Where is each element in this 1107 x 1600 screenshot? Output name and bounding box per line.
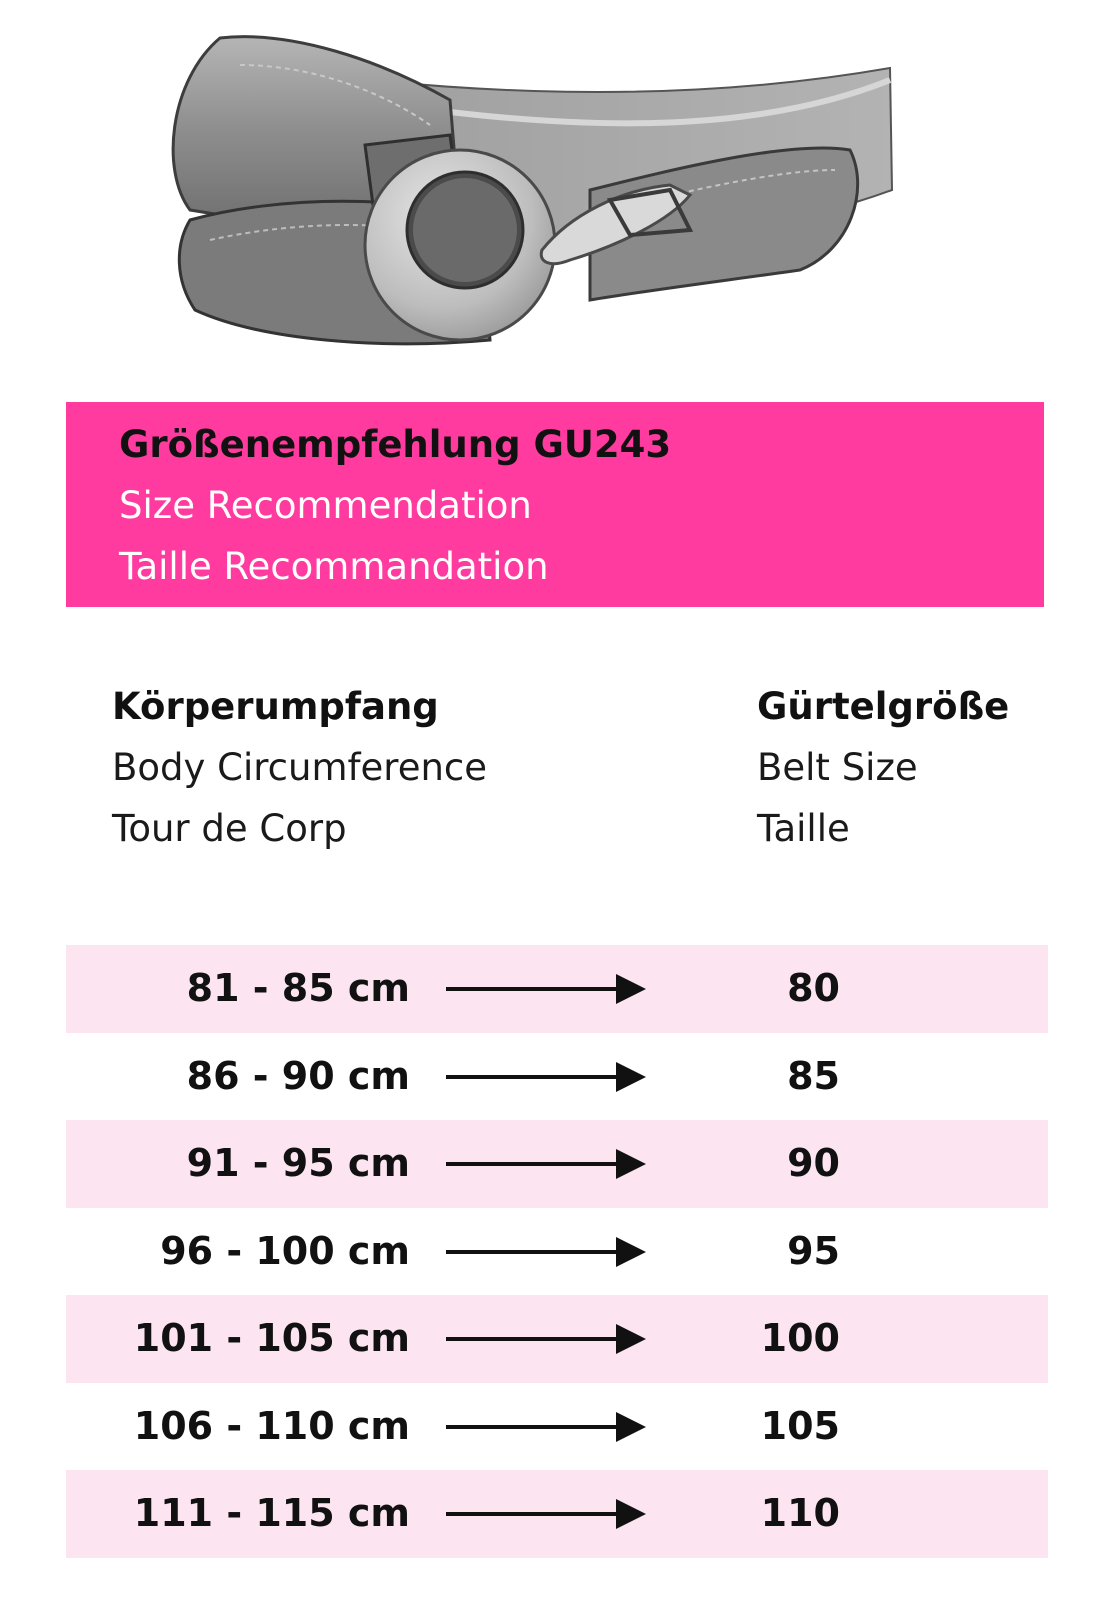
- body-range: 86 - 90 cm: [186, 1053, 410, 1098]
- table-row: [66, 1120, 1048, 1208]
- belt-size-value: 95: [787, 1228, 840, 1273]
- table-row: [66, 1295, 1048, 1383]
- right-arrow-icon: [446, 1147, 646, 1181]
- banner-subtitle-en: Size Recommendation: [119, 484, 532, 527]
- body-range: 81 - 85 cm: [186, 966, 410, 1010]
- size-recommendation-banner: [66, 402, 1044, 607]
- belt-size-value: 85: [787, 1053, 840, 1098]
- table-row: [66, 1033, 1048, 1121]
- banner-title: Größenempfehlung GU243: [119, 423, 672, 466]
- belt-size-heading-fr: Taille: [757, 807, 850, 850]
- body-range: 111 - 115 cm: [133, 1491, 410, 1535]
- belt-size-heading-de: Gürtelgröße: [757, 685, 1010, 728]
- belt-size-value: 110: [760, 1491, 840, 1535]
- belt-size-heading-en: Belt Size: [757, 746, 918, 789]
- right-arrow-icon: [446, 1235, 646, 1269]
- belt-size-value: 80: [787, 966, 840, 1010]
- table-row: [66, 1383, 1048, 1471]
- right-arrow-icon: [446, 1410, 646, 1444]
- right-arrow-icon: [446, 1060, 646, 1094]
- table-row: [66, 945, 1048, 1033]
- banner-subtitle-fr: Taille Recommandation: [119, 545, 549, 588]
- body-circumference-heading-fr: Tour de Corp: [112, 807, 347, 850]
- body-range: 101 - 105 cm: [133, 1316, 410, 1360]
- right-arrow-icon: [446, 1322, 646, 1356]
- body-circumference-heading-de: Körperumpfang: [112, 685, 439, 728]
- belt-size-heading: [757, 676, 1009, 859]
- right-arrow-icon: [446, 1497, 646, 1531]
- body-range: 96 - 100 cm: [160, 1228, 410, 1273]
- size-table: [66, 945, 1048, 1558]
- body-circumference-heading-en: Body Circumference: [112, 746, 488, 789]
- belt-size-value: 105: [760, 1403, 840, 1448]
- belt-size-value: 100: [760, 1316, 840, 1360]
- belt-size-value: 90: [787, 1141, 840, 1185]
- body-range: 91 - 95 cm: [186, 1141, 410, 1185]
- table-row: [66, 1470, 1048, 1558]
- right-arrow-icon: [446, 972, 646, 1006]
- belt-with-ring-buckle-image: [150, 20, 930, 365]
- body-circumference-heading: [112, 676, 487, 859]
- belt-product-image: [150, 20, 930, 365]
- body-range: 106 - 110 cm: [133, 1403, 410, 1448]
- table-row: [66, 1208, 1048, 1296]
